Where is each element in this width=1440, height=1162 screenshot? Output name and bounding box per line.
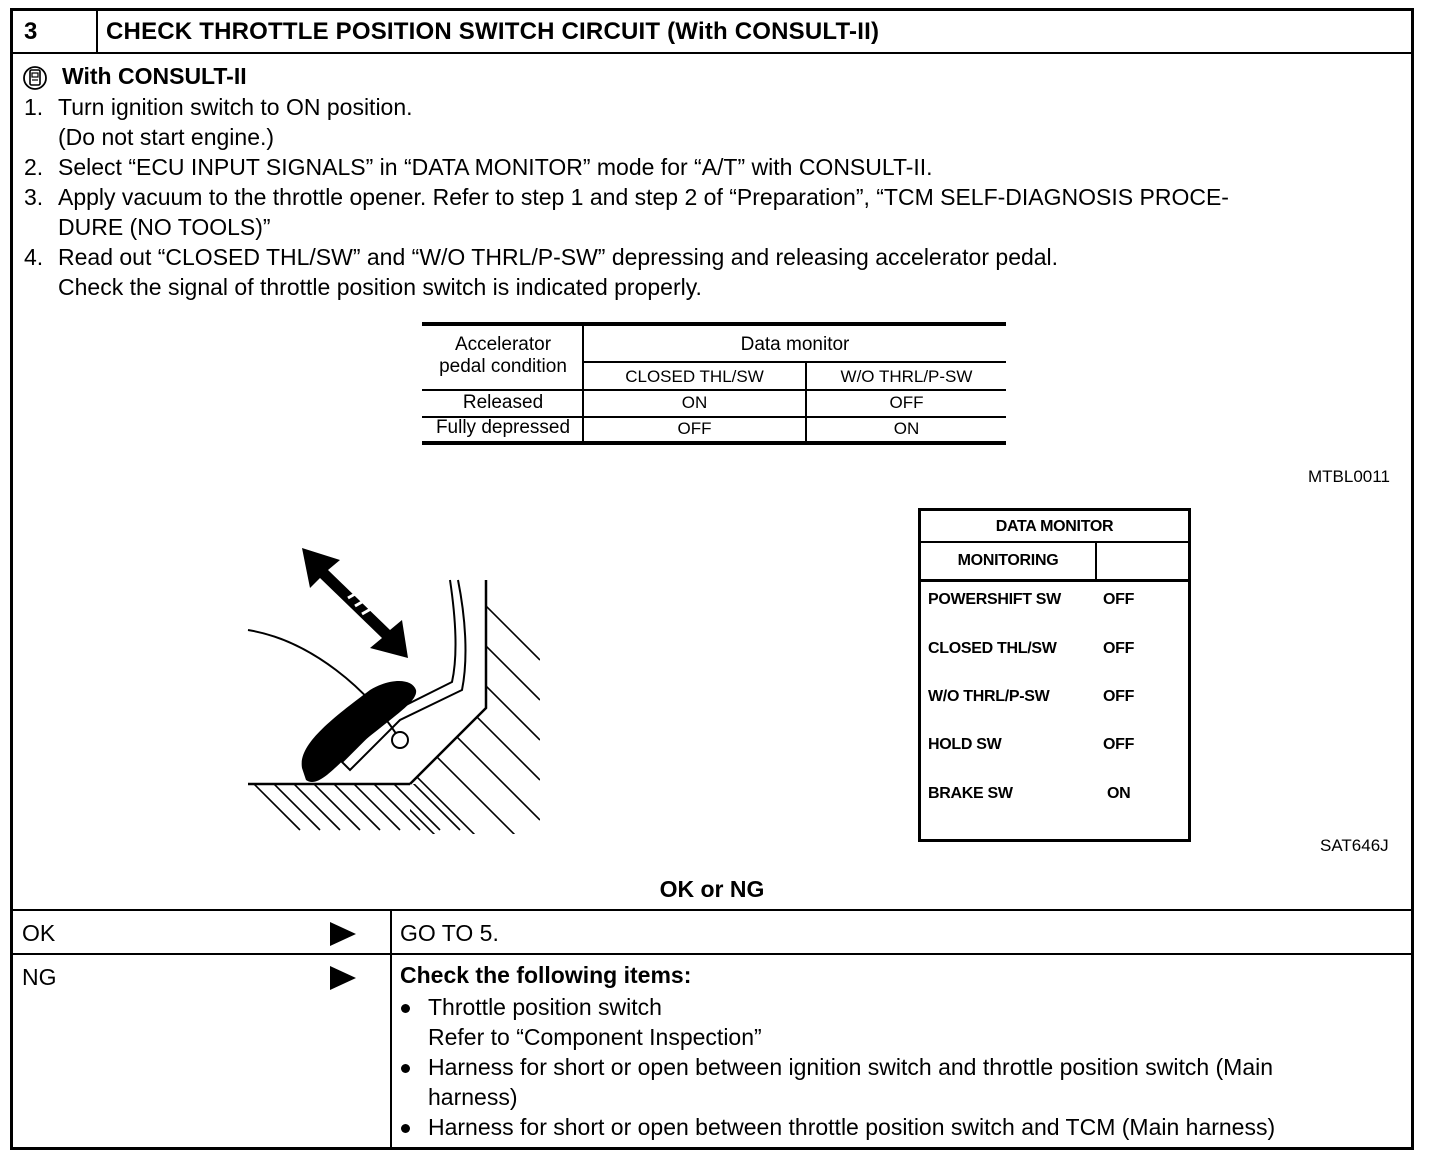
row-value: OFF	[889, 393, 924, 412]
step-text: Turn ignition switch to ON position.	[58, 94, 413, 120]
data-monitor-title: DATA MONITOR	[995, 518, 1114, 535]
panel-rule	[1095, 542, 1097, 580]
arrow-right-icon	[330, 922, 356, 951]
ng-label: NG	[22, 964, 57, 990]
step-text: Check the signal of throttle position switch is indicated properly.	[58, 274, 702, 300]
panel-rule	[921, 579, 1188, 582]
monitor-item-name: W/O THRL/P-SW	[928, 688, 1050, 705]
monitoring-label: MONITORING	[957, 552, 1059, 569]
step-title: CHECK THROTTLE POSITION SWITCH CIRCUIT (With CONSULT-II)	[106, 18, 880, 45]
table-ref-code: MTBL0011	[1308, 467, 1390, 486]
panel-rule	[921, 541, 1188, 543]
step-4	[24, 242, 1059, 302]
step-2	[24, 152, 933, 182]
header-step-divider	[96, 8, 98, 53]
step-1	[24, 92, 413, 152]
col-header-condition: Accelerator	[454, 334, 552, 355]
data-monitor-panel	[918, 508, 1191, 842]
illustration-ref-code: SAT646J	[1320, 836, 1389, 855]
bullet-icon	[401, 1124, 410, 1133]
result-col-rule	[390, 910, 392, 1148]
monitor-item-name: CLOSED THL/SW	[928, 640, 1057, 657]
monitor-item-name: POWERSHIFT SW	[928, 591, 1061, 608]
ng-item-line: Harness for short or open between ignition switch and throttle position switch (Main	[428, 1054, 1274, 1080]
bullet-icon	[401, 1064, 410, 1073]
step-num: 4.	[24, 244, 44, 270]
ng-item-line: harness)	[428, 1084, 518, 1110]
ng-item	[428, 992, 762, 1052]
table-bottom-rule	[422, 441, 1006, 445]
monitor-item-value: OFF	[1103, 736, 1135, 753]
ng-item-line: Refer to “Component Inspection”	[428, 1024, 762, 1050]
ng-item-line: Harness for short or open between throttle position switch and TCM (Main harness)	[428, 1114, 1276, 1140]
group-header: Data monitor	[740, 334, 850, 355]
monitor-item-name: HOLD SW	[928, 736, 1002, 753]
monitor-item-value: OFF	[1103, 640, 1135, 657]
row-condition: Released	[462, 392, 544, 413]
ok-label: OK	[22, 920, 56, 946]
row-value: ON	[681, 393, 708, 412]
monitor-item-value: ON	[1107, 785, 1131, 802]
monitor-item-value: OFF	[1103, 591, 1135, 608]
ng-item-line: Throttle position switch	[428, 994, 662, 1020]
bullet-icon	[401, 1004, 410, 1013]
table-header-rule	[422, 389, 1006, 391]
table-group-rule	[584, 361, 1006, 363]
arrow-right-icon	[330, 966, 356, 995]
step-num: 2.	[24, 154, 44, 180]
row-value: ON	[893, 419, 920, 438]
ng-item	[428, 1112, 1275, 1142]
header-divider	[10, 52, 1414, 54]
monitor-item-value: OFF	[1103, 688, 1135, 705]
col-header-condition: pedal condition	[439, 356, 567, 377]
step-num: 1.	[24, 94, 44, 120]
accelerator-pedal-illustration	[240, 540, 540, 840]
row-condition: Fully depressed	[435, 417, 571, 438]
sub-header: W/O THRL/P-SW	[840, 367, 973, 386]
ng-heading: Check the following items:	[400, 962, 692, 988]
step-number: 3	[24, 18, 38, 45]
step-text: Read out “CLOSED THL/SW” and “W/O THRL/P-SW” depressing and releasing accelerator pedal.	[58, 244, 1059, 270]
step-text: Apply vacuum to the throttle opener. Refer to step 1 and step 2 of “Preparation”, “TCM SELF-DIAGNOSIS PROCE-	[58, 184, 1229, 210]
ok-action: GO TO 5.	[400, 920, 499, 946]
step-text: DURE (NO TOOLS)”	[58, 214, 271, 240]
mode-label: With CONSULT-II	[62, 63, 247, 89]
step-num: 3.	[24, 184, 44, 210]
step-text: Select “ECU INPUT SIGNALS” in “DATA MONITOR” mode for “A/T” with CONSULT-II.	[58, 154, 933, 180]
step-3	[24, 182, 1229, 242]
result-top-rule	[10, 909, 1414, 911]
step-text: (Do not start engine.)	[58, 124, 275, 150]
consult-tool-icon	[22, 65, 48, 91]
table-top-rule	[422, 322, 1006, 326]
result-row-rule	[10, 953, 1414, 955]
row-value: OFF	[677, 419, 712, 438]
sub-header: CLOSED THL/SW	[625, 367, 764, 386]
result-heading: OK or NG	[659, 876, 765, 902]
ng-item	[428, 1052, 1273, 1112]
monitor-item-name: BRAKE SW	[928, 785, 1013, 802]
